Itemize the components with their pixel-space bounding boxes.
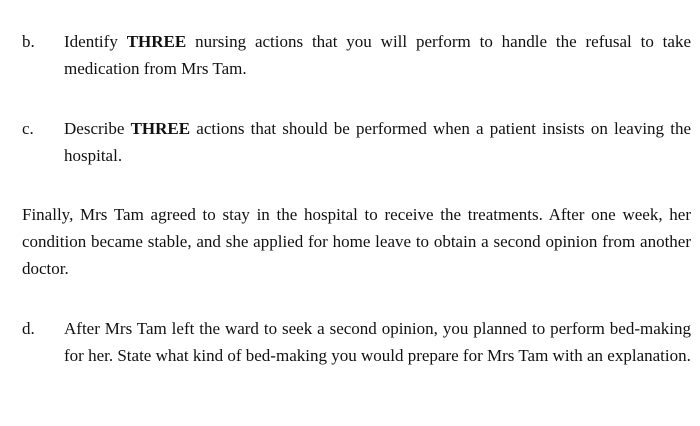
question-text-after: nursing actions that you will perform to handle the refusal to take medication from Mrs Tam. <box>64 32 691 78</box>
question-letter: c. <box>22 119 34 138</box>
question-text-bold: THREE <box>126 32 187 51</box>
question-text-before: Describe <box>64 119 131 138</box>
question-letter: b. <box>22 32 35 51</box>
narrative-paragraph: Finally, Mrs Tam agreed to stay in the hospital to receive the treatments. After one week, her condition became stable, and she applied for home leave to obtain a second opinion from another doctor. <box>22 205 691 278</box>
question-text-before: After Mrs Tam left the ward to seek a second opinion, you planned to perform bed-making for her. State what kind of bed-making you would prepare for Mrs Tam with an explanation. <box>64 319 691 365</box>
question-text <box>64 28 691 82</box>
question-text-before: Identify <box>64 32 127 51</box>
question-text <box>64 315 691 369</box>
question-text <box>64 115 691 169</box>
question-letter: d. <box>22 319 35 338</box>
question-text-bold: THREE <box>130 119 191 138</box>
question-text-after: actions that should be performed when a patient insists on leaving the hospital. <box>64 119 691 165</box>
